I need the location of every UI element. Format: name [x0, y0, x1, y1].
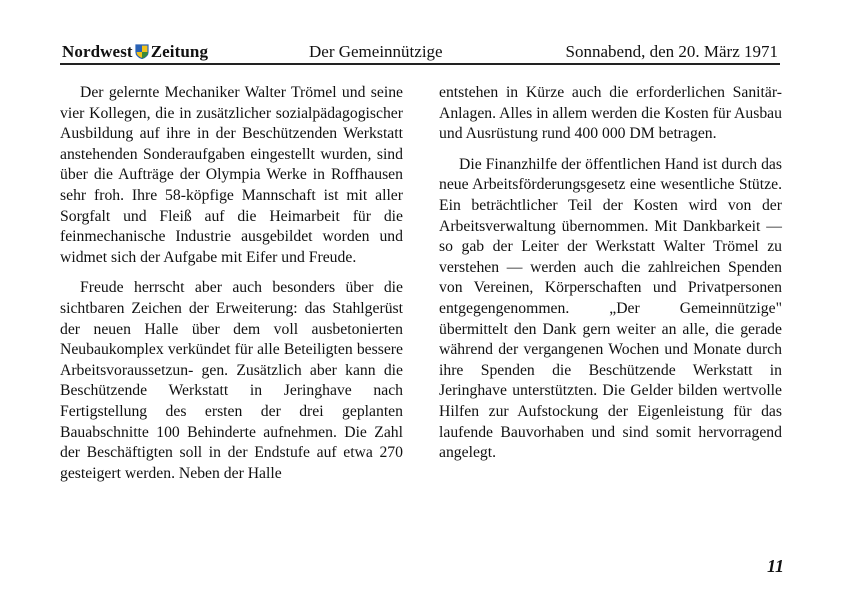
article-paragraph: Die Finanzhilfe der öffentlichen Hand ist durch das neue Arbeitsförderungsgesetz eine wesentliche Stütze. Ein beträchtlicher Teil der Kosten wird von der Arbeitsverwaltung übernommen. Mit Dankbarkeit — so gab der Leiter der Werkstatt Walter Trömel zu verstehen — werden auch die zahlreichen Spenden von Vereinen, Körperschaften und Privatpersonen entgegengenommen. „Der Gemeinnützige" übermittelt den Dank gern weiter an alle, die gerade während der vergangenen Wochen und Monate durch ihre Spenden die Beschützende Werkstatt in Jeringhave unterstützten. Die Gelder bilden wertvolle Hilfen zur Aufstockung der Eigenleistung für das laufende Bauvorhaben und sind somit hervorragend angelegt.	[439, 155, 782, 462]
article-column-right	[439, 83, 782, 464]
issue-date: Sonnabend, den 20. März 1971	[565, 42, 778, 61]
brand-name-left: Nordwest	[62, 42, 133, 61]
newspaper-brand	[62, 42, 208, 62]
article-paragraph: Der gelernte Mechaniker Walter Trömel und seine vier Kollegen, die in zusätzlicher sozialpädagogischer Ausbildung auf ihre in der Beschützenden Werkstatt anstehenden Sonderaufgaben eingestellt wurden, sind über die Aufträge der Olympia Werke in Roffhausen sehr froh. Ihre 58-köpfige Mannschaft ist mit aller Sorgfalt und Fleiß auf die Heimarbeit für die feinmechanische Industrie ausgebildet worden und widmet sich der Aufgabe mit Eifer und Freude.	[60, 84, 403, 266]
brand-name-right: Zeitung	[150, 42, 209, 61]
page-header	[60, 39, 780, 65]
article-column-left	[60, 83, 403, 484]
section-title: Der Gemeinnützige	[309, 42, 443, 61]
nwz-crest-icon	[135, 44, 149, 59]
article-paragraph-continued: entstehen in Kürze auch die erforderlichen Sanitär-Anlagen. Alles in allem werden die Kosten für Ausbau und Ausrüstung rund 400 000 DM betragen.	[439, 84, 782, 143]
page-number: 11	[766, 556, 784, 576]
article-paragraph: Freude herrscht aber auch besonders über die sichtbaren Zeichen der Erweiterung: das Stahlgerüst der neuen Halle über dem voll ausbetonierten Neubaukomplex verkündet für alle Beteiligten bessere Arbeitsvoraussetzun- gen. Zusätzlich aber kann die Beschützende Werkstatt in Jeringhave nach Fertigstellung des ersten der drei geplanten Bauabschnitte 100 Behinderte aufnehmen. Die Zahl der Beschäftigten soll in der Endstufe auf etwa 270 gesteigert werden. Neben der Halle	[60, 279, 403, 482]
